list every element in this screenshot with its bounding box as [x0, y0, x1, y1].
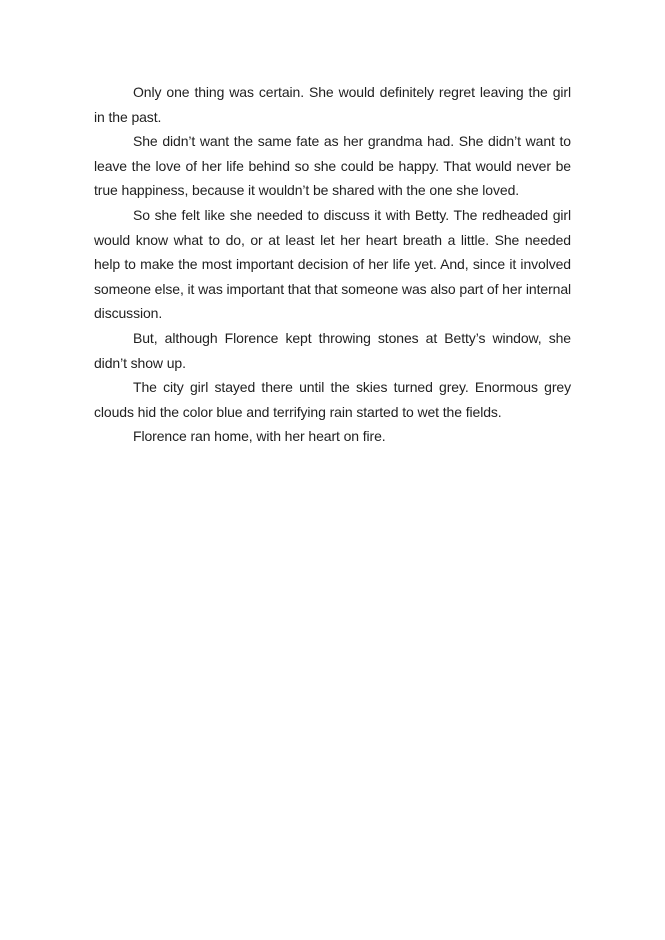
paragraph: She didn’t want the same fate as her grandma had. She didn’t want to leave the love of her life behind so she could be happy. That would never be true happiness, because it wouldn’t be shared with the one she loved.	[94, 133, 571, 199]
paragraph: Only one thing was certain. She would definitely regret leaving the girl in the past.	[94, 84, 571, 125]
text-body	[94, 80, 571, 449]
paragraph: Florence ran home, with her heart on fire.	[133, 428, 386, 445]
paragraph: The city girl stayed there until the skies turned grey. Enormous grey clouds hid the color blue and terrifying rain started to wet the fields.	[94, 379, 571, 420]
paragraph: But, although Florence kept throwing stones at Betty’s window, she didn’t show up.	[94, 329, 571, 371]
paragraph: So she felt like she needed to discuss it with Betty. The redheaded girl would know what to do, or at least let her heart breath a little. She needed help to make the most important decision of her life yet. And, since it involved someone else, it was important that that someone was also part of her internal discussion.	[94, 206, 572, 322]
